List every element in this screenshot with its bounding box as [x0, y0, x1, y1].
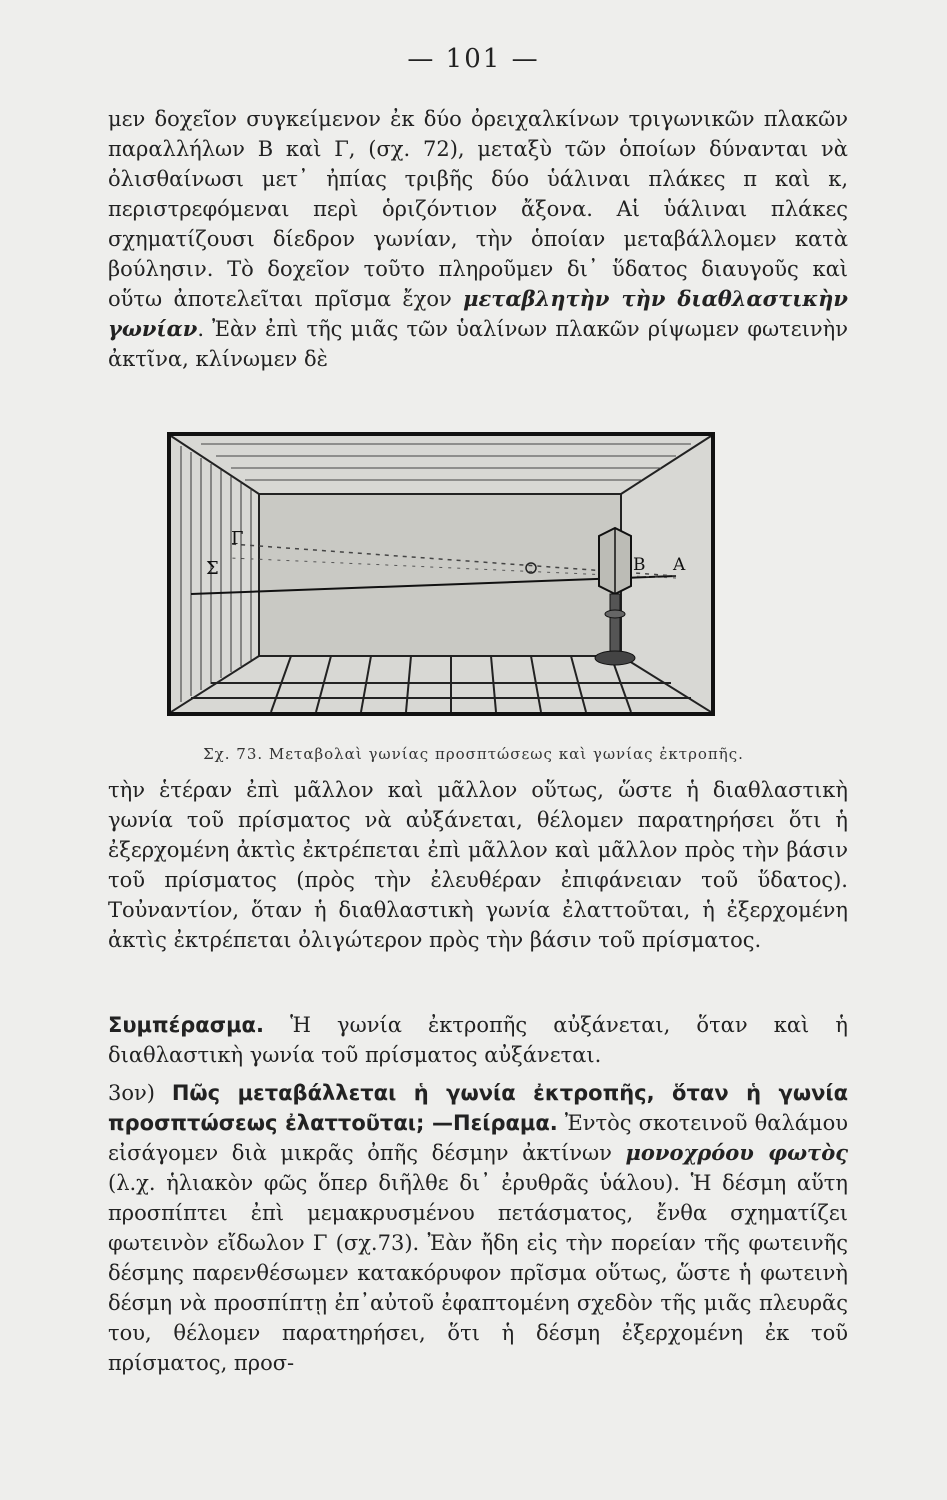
emphasis-monochromatic-light: μονοχρόου φωτὸς: [625, 1140, 848, 1165]
label-alpha: Α: [673, 555, 686, 575]
emphasis-variable-angle: μεταβλητὴν τὴν διαθλαστικὴν γωνίαν: [108, 286, 848, 341]
paragraph-deviation-increase: τὴν ἑτέραν ἐπὶ μᾶλλον καὶ μᾶλλον οὕτως, ὥστε ἡ διαθλαστικὴ γωνία τοῦ πρίσματος νὰ αὐξάνεται, θέλομεν παρατηρήσει ὅτι ἡ ἐξερχομένη ἀκτὶς ἐκτρέπεται ἐπὶ μᾶλλον καὶ μᾶλλον πρὸς τὴν βάσιν τοῦ πρίσματος (πρὸς τὴν ἐλευθέραν ἐπιφάνειαν τοῦ ὕδατος). Τοὐναντίον, ὅταν ἡ διαθλαστικὴ γωνία ἐλαττοῦται, ἡ ἐξερχομένη ἀκτὶς ἐκτρέπεται ὀλιγώτερον πρὸς τὴν βάσιν τοῦ πρίσματος.: [108, 778, 848, 952]
paragraph-prism-description: [108, 104, 848, 374]
text-run: μεν δοχεῖον συγκείμενον ἐκ δύο ὀρειχαλκίνων τριγωνικῶν πλακῶν παραλλήλων Β καὶ Γ, (σχ. 72), μεταξὺ τῶν ὁποίων δύνανται νὰ ὀλισθαίνωσι μετ᾽ ἠπίας τριβῆς δύο ὑάλιναι πλάκες π καὶ κ, περιστρεφόμεναι περὶ ὁριζόντιον ἄξονα. Αἱ ὑάλιναι πλάκες σχηματίζουσι δίεδρον γωνίαν, τὴν ὁποίαν μεταβάλλομεν κατὰ βούλησιν. Τὸ δοχεῖον τοῦτο πληροῦμεν δι᾽ ὕδατος διαυγοῦς καὶ οὕτω ἀποτελεῖται πρῖσμα ἔχον: [108, 107, 848, 311]
figure-caption: Σχ. 73. Μεταβολαὶ γωνίας προσπτώσεως καὶ γωνίας ἐκτροπῆς.: [203, 745, 744, 763]
label-sigma: Σ: [206, 558, 219, 579]
paragraph-conclusion: [108, 1010, 848, 1070]
section-question-heading: Πῶς μεταβάλλεται ἡ γωνία ἐκτροπῆς, ὅταν ἡ γωνία προσπτώσεως ἐλαττοῦται; —Πείραμα.: [108, 1081, 848, 1135]
text-run: . Ἐὰν ἐπὶ τῆς μιᾶς τῶν ὑαλίνων πλακῶν ρίψωμεν φωτεινὴν ἀκτῖνα, κλίνωμεν δὲ: [108, 317, 848, 371]
paragraph-experiment: [108, 1078, 848, 1378]
conclusion-heading: Συμπέρασμα.: [108, 1013, 264, 1037]
conclusion-text: Ἡ γωνία ἐκτροπῆς αὐξάνεται, ὅταν καὶ ἡ διαθλαστικὴ γωνία τοῦ πρίσματος αὐξάνεται.: [108, 1013, 848, 1067]
label-gamma: Γ: [231, 528, 244, 549]
page-number: — 101 —: [407, 44, 540, 74]
text-run: Ἐντὸς σκοτεινοῦ θαλάμου εἰσάγομεν διὰ μικρᾶς ὀπῆς δέσμην ἀκτίνων: [108, 1111, 848, 1165]
section-number: 3ον): [108, 1081, 172, 1105]
text-run: (λ.χ. ἡλιακὸν φῶς ὅπερ διῆλθε δι᾽ ἐρυθρᾶς ὑάλου). Ἡ δέσμη αὕτη προσπίπτει ἐπὶ μεμακρυσμένου πετάσματος, ἔνθα σχηματίζει φωτεινὸν εἴδωλον Γ (σχ.73). Ἐὰν ἤδη εἰς τὴν πορείαν τῆς φωτεινῆς δέσμης παρενθέσωμεν κατακόρυφον πρῖσμα οὕτως, ὥστε ἡ φωτεινὴ δέσμη νὰ προσπίπτῃ ἐπ᾽αὐτοῦ ἐφαπτομένη σχεδὸν τῆς μιᾶς πλευρᾶς του, θέλομεν παρατηρήσει, ὅτι ἡ δέσμη ἐξερχομένη ἐκ τοῦ πρίσματος, προσ-: [108, 1171, 848, 1375]
figure-illustration: [171, 436, 711, 712]
figure-dark-room-prism: [167, 432, 715, 716]
label-beta: Β: [633, 555, 646, 575]
